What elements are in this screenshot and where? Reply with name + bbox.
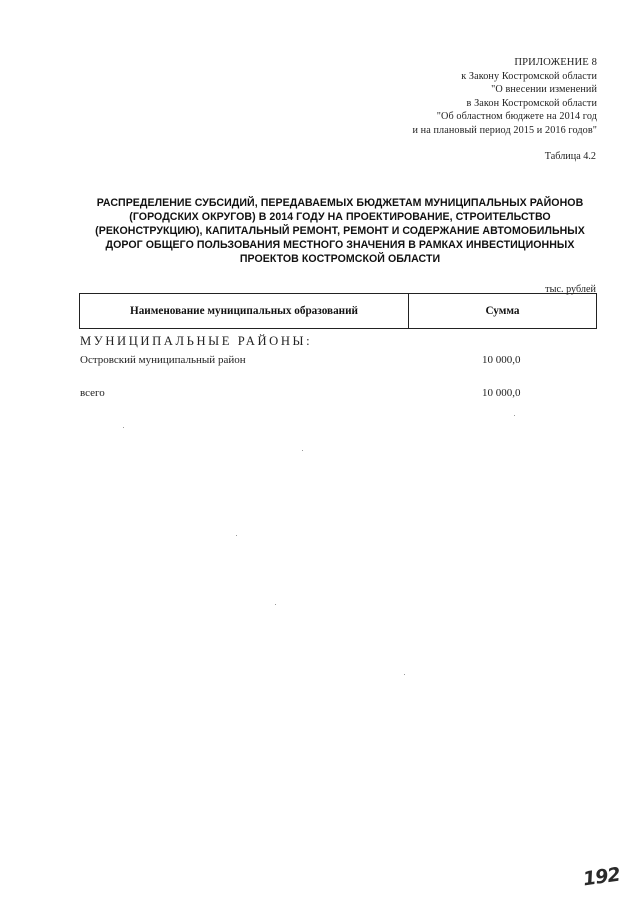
title-line: ДОРОГ ОБЩЕГО ПОЛЬЗОВАНИЯ МЕСТНОГО ЗНАЧЕНИЯ В РАМКАХ ИНВЕСТИЦИОННЫХ xyxy=(105,239,575,251)
scan-speck xyxy=(404,674,405,675)
appendix-line: "О внесении изменений xyxy=(491,84,597,96)
appendix-line: ПРИЛОЖЕНИЕ 8 xyxy=(514,57,597,68)
section-heading: МУНИЦИПАЛЬНЫЕ РАЙОНЫ: xyxy=(80,334,313,348)
table-header xyxy=(79,293,597,329)
appendix-block xyxy=(412,56,597,138)
row-amount: 10 000,0 xyxy=(482,354,521,366)
appendix-line: к Закону Костромской области xyxy=(461,70,597,82)
row-name: Островский муниципальный район xyxy=(80,354,246,366)
scan-speck xyxy=(514,415,515,416)
appendix-line: и на плановый период 2015 и 2016 годов" xyxy=(412,124,597,136)
scan-speck xyxy=(275,604,276,605)
header-name-column: Наименование муниципальных образований xyxy=(80,294,409,328)
title-line: (ГОРОДСКИХ ОКРУГОВ) В 2014 ГОДУ НА ПРОЕКТИРОВАНИЕ, СТРОИТЕЛЬСТВО xyxy=(129,211,551,223)
appendix-line: "Об областном бюджете на 2014 год xyxy=(436,111,597,123)
row-amount: 10 000,0 xyxy=(482,387,521,399)
scan-speck xyxy=(123,427,124,428)
document-title xyxy=(80,196,600,266)
scan-speck xyxy=(236,535,237,536)
title-line: (РЕКОНСТРУКЦИЮ), КАПИТАЛЬНЫЙ РЕМОНТ, РЕМОНТ И СОДЕРЖАНИЕ АВТОМОБИЛЬНЫХ xyxy=(95,225,585,237)
handwritten-page-number: 192 xyxy=(581,863,622,891)
appendix-line: в Закон Костромской области xyxy=(466,97,597,109)
title-line: ПРОЕКТОВ КОСТРОМСКОЙ ОБЛАСТИ xyxy=(239,253,441,265)
row-name: всего xyxy=(80,387,105,399)
header-sum-column: Сумма xyxy=(485,305,520,317)
table-number: Таблица 4.2 xyxy=(544,151,596,162)
scan-speck xyxy=(302,450,303,451)
title-line: РАСПРЕДЕЛЕНИЕ СУБСИДИЙ, ПЕРЕДАВАЕМЫХ БЮДЖЕТАМ МУНИЦИПАЛЬНЫХ РАЙОНОВ xyxy=(96,197,584,209)
unit-label: тыс. рублей xyxy=(545,284,596,295)
